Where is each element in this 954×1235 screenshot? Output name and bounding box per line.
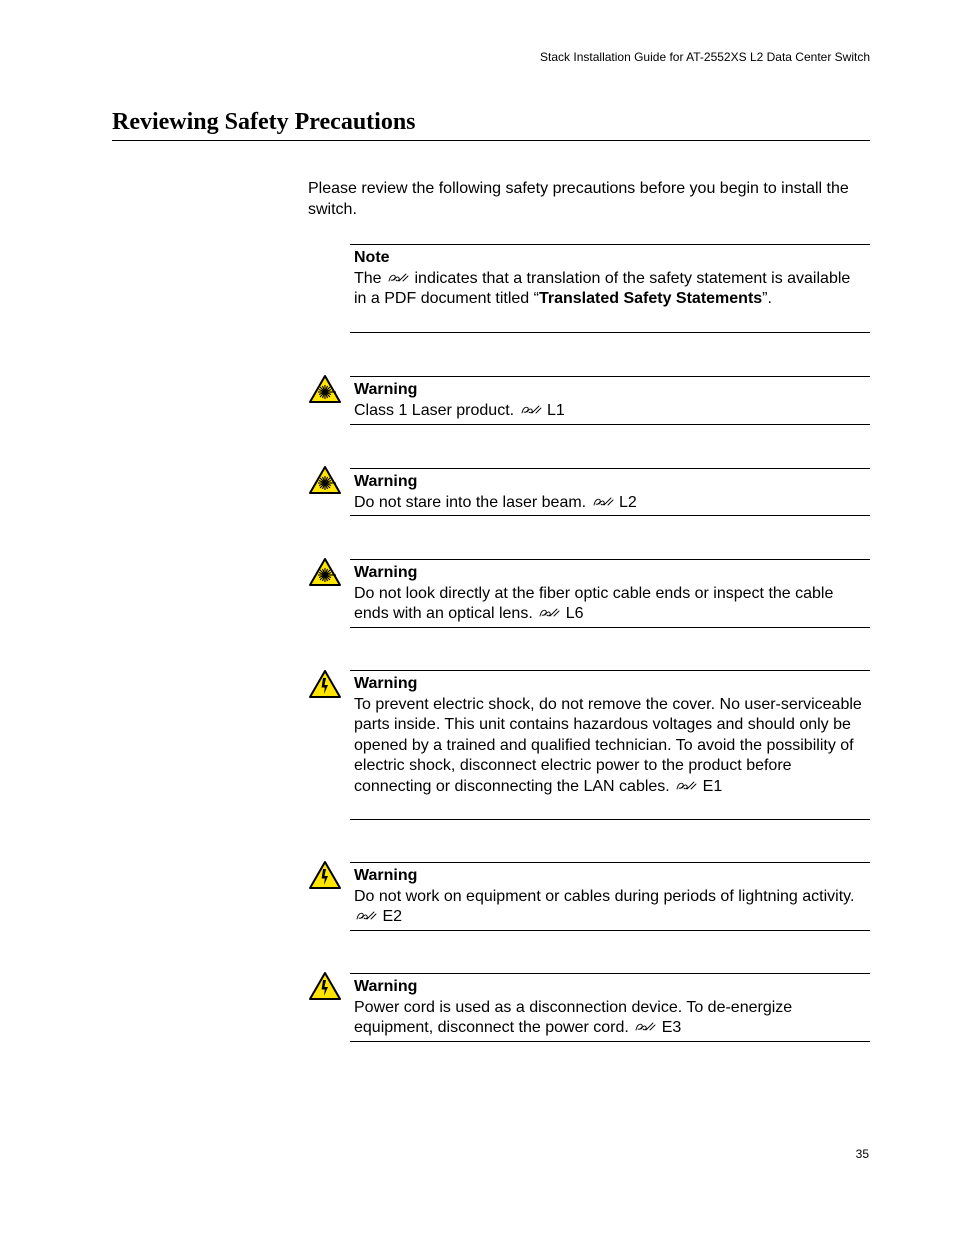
translation-icon bbox=[634, 1021, 656, 1033]
electric-warning-icon bbox=[308, 860, 342, 890]
warning-code: E3 bbox=[661, 1019, 682, 1036]
warning-text: Do not work on equipment or cables during periods of lightning activity. bbox=[354, 887, 855, 905]
running-header: Stack Installation Guide for AT-2552XS L2 Data Center Switch bbox=[540, 50, 870, 64]
warning-code: L1 bbox=[546, 401, 565, 419]
warning-heading: Warning bbox=[354, 867, 418, 884]
warning-text: Do not look directly at the fiber optic cable ends or inspect the cable ends with an optical lens. bbox=[354, 584, 834, 622]
translation-icon bbox=[387, 272, 409, 284]
page-title: Reviewing Safety Precautions bbox=[112, 106, 870, 141]
warning-block bbox=[350, 973, 870, 1042]
note-block bbox=[350, 244, 870, 333]
translation-icon bbox=[355, 910, 377, 922]
translation-icon bbox=[538, 607, 560, 619]
warning-block bbox=[350, 862, 870, 931]
warning-code: L2 bbox=[619, 493, 637, 511]
warning-code: L6 bbox=[565, 605, 584, 622]
translation-icon bbox=[592, 496, 614, 508]
warning-code: E1 bbox=[702, 777, 723, 795]
warning-heading: Warning bbox=[354, 564, 418, 581]
note-text-before: The bbox=[354, 269, 382, 287]
note-heading: Note bbox=[354, 249, 390, 266]
warning-block bbox=[350, 376, 870, 425]
electric-warning-icon bbox=[308, 669, 342, 699]
warning-heading: Warning bbox=[354, 381, 418, 398]
warning-text: Class 1 Laser product. bbox=[354, 401, 515, 419]
electric-warning-icon bbox=[308, 971, 342, 1001]
laser-warning-icon bbox=[308, 557, 342, 587]
warning-block bbox=[350, 559, 870, 628]
warning-heading: Warning bbox=[354, 978, 418, 995]
laser-warning-icon bbox=[308, 374, 342, 404]
warning-text: Power cord is used as a disconnection device. To de-energize equipment, disconnect the power cord. bbox=[354, 998, 793, 1036]
translation-icon bbox=[675, 780, 697, 792]
translation-icon bbox=[520, 404, 542, 416]
intro-paragraph: Please review the following safety precautions before you begin to install the switch. bbox=[308, 180, 849, 218]
note-text-middle: indicates that a translation of the safety statement is available in a PDF document titled “ bbox=[354, 269, 851, 307]
warning-heading: Warning bbox=[354, 675, 418, 692]
warning-block bbox=[350, 670, 870, 820]
warning-heading: Warning bbox=[354, 473, 418, 490]
warning-block bbox=[350, 468, 870, 516]
warning-text: Do not stare into the laser beam. bbox=[354, 493, 587, 511]
page-number: 35 bbox=[855, 1147, 869, 1161]
warning-text: To prevent electric shock, do not remove the cover. No user-serviceable parts inside. This unit contains hazardous voltages and should only be opened by a trained and qualified technician. To avoid the possibility of electric shock, disconnect electric power to the product before connecting or disconnecting the LAN cables. bbox=[354, 695, 862, 795]
note-text-after: ”. bbox=[762, 290, 772, 307]
laser-warning-icon bbox=[308, 465, 342, 495]
note-doc-title: Translated Safety Statements bbox=[538, 290, 763, 307]
warning-code: E2 bbox=[382, 908, 403, 925]
